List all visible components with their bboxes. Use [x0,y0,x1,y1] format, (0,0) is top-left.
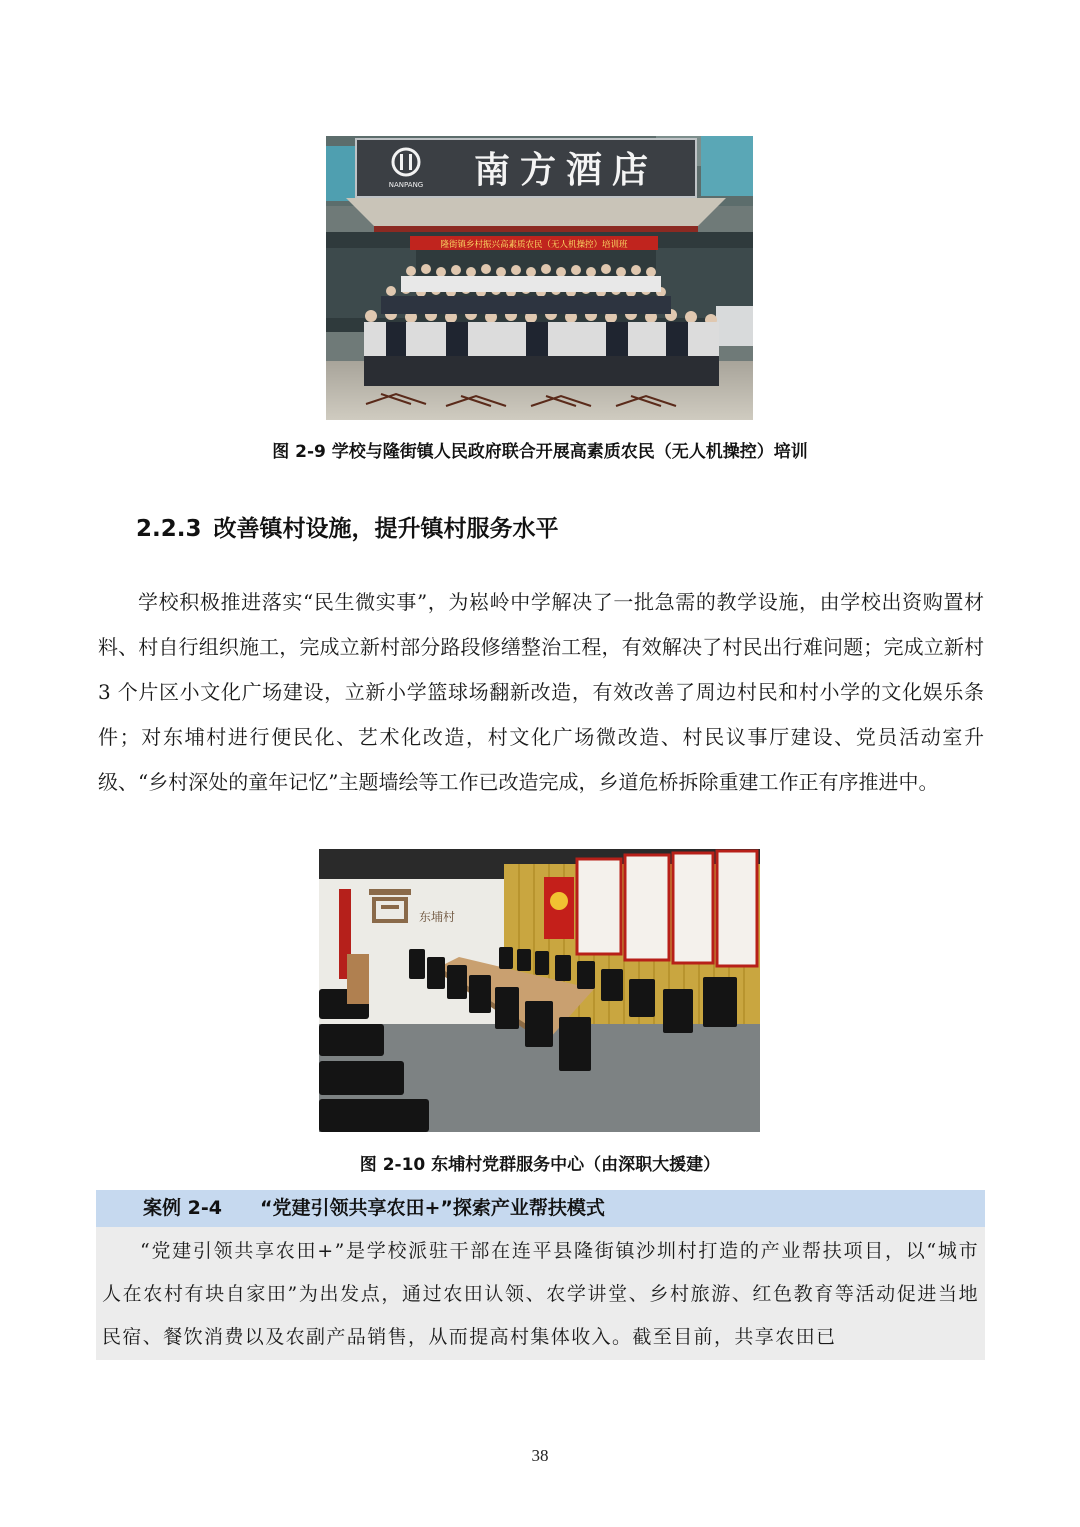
training-banner: 隆街镇乡村振兴高素质农民（无人机操控）培训班 [440,240,628,250]
meeting-room-photo [319,849,760,1132]
case-body: “党建引领共享农田+”是学校派驻干部在连平县隆街镇沙圳村打造的产业帮扶项目，以“城市人在农村有块自家田”为出发点，通过农田认领、农学讲堂、乡村旅游、红色教育等活动促进当地民宿、餐饮消费以及农副产品销售，从而提高村集体收入。截至目前，共享农田已 [96,1227,985,1360]
case-title-bar [96,1190,985,1227]
case-title: “党建引领共享农田+”探索产业帮扶模式 [259,1197,605,1219]
body-paragraph: 学校积极推进落实“民生微实事”，为崧岭中学解决了一批急需的教学设施，由学校出资购置材料、村自行组织施工，完成立新村部分路段修缮整治工程，有效解决了村民出行难问题；完成立新村 3 个片区小文化广场建设，立新小学篮球场翻新改造，有效改善了周边村民和村小学的文化娱乐条件；对东埔村进行便民化、艺术化改造，村文化广场微改造、村民议事厅建设、党员活动室升级、“乡村深处的童年记忆”主题墙绘等工作已改造完成，乡道危桥拆除重建工作正有序推进中。 [98,590,984,794]
case-number: 案例 2-4 [143,1197,222,1219]
page-number: 38 [531,1446,549,1465]
village-wall-text: 东埔村 [419,910,456,924]
figure-caption: 图 2-9 学校与隆街镇人民政府联合开展高素质农民（无人机操控）培训 [272,442,808,462]
case-study-box [96,1190,985,1360]
party-emblem-icon [550,892,568,910]
section-heading [136,510,559,543]
training-group-photo [326,136,753,420]
figure-caption: 图 2-10 东埔村党群服务中心（由深职大援建） [359,1155,721,1175]
section-number: 2.2.3 [136,516,202,542]
section-title: 改善镇村设施，提升镇村服务水平 [213,516,559,542]
hotel-sign-text: 南方酒店 [473,149,659,191]
hotel-sign-brand: NANPANG [388,181,424,189]
